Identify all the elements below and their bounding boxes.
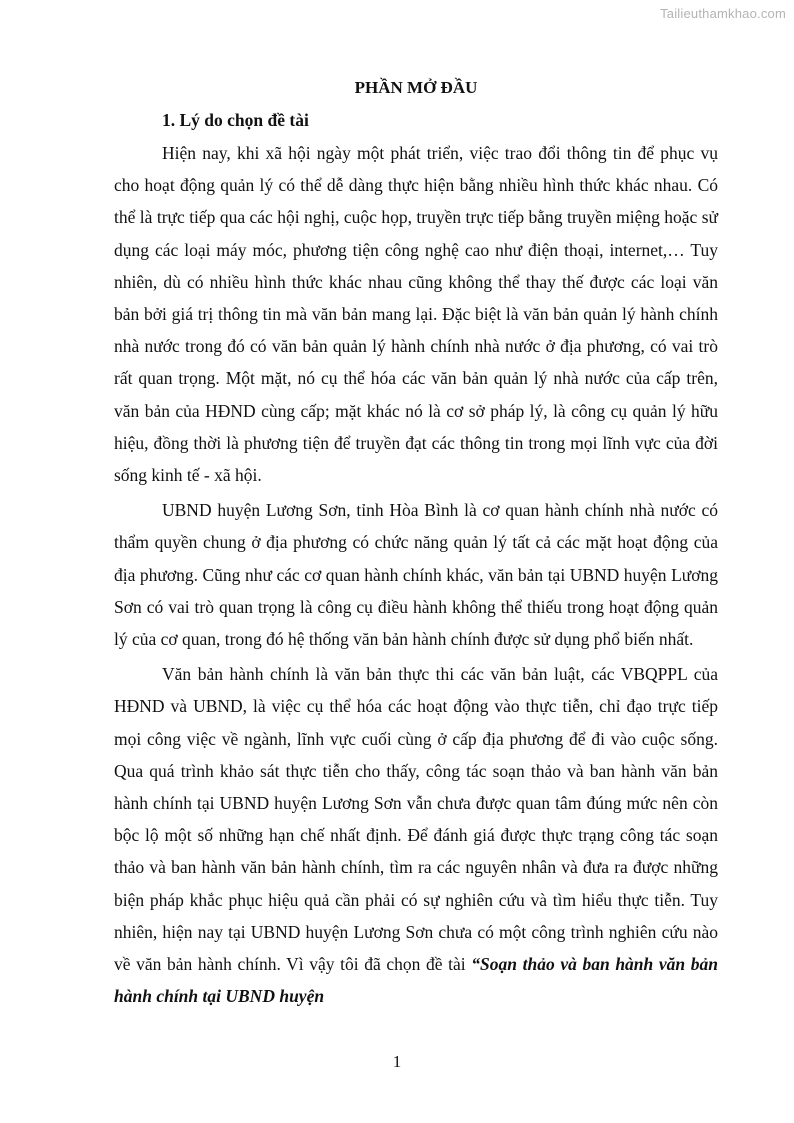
document-page bbox=[114, 74, 718, 1015]
paragraph-3 bbox=[114, 658, 718, 1012]
page-title: PHẦN MỞ ĐẦU bbox=[354, 78, 478, 97]
thesis-title-emphasis: “Soạn thảo và ban hành văn bản hành chính tại UBND huyện bbox=[114, 954, 718, 1007]
watermark: Tailieuthamkhao.com bbox=[660, 6, 786, 21]
paragraph-3-text: Văn bản hành chính là văn bản thực thi các văn bản luật, các VBQPPL của HĐND và UBND, là việc cụ thể hóa các hoạt động vào thực tiễn, chỉ đạo trực tiếp mọi công việc về ngành, lĩnh vực cuối cùng ở cấp địa phương để đi vào cuộc sống. Qua quá trình khảo sát thực tiễn cho thấy, công tác soạn thảo và ban hành văn bản hành chính tại UBND huyện Lương Sơn vẫn chưa được quan tâm đúng mức nên còn bộc lộ một số những hạn chế nhất định. Để đánh giá được thực trạng công tác soạn thảo và ban hành văn bản hành chính, tìm ra các nguyên nhân và đưa ra được những biện pháp khắc phục hiệu quả cần phải có sự nghiên cứu và tìm hiểu thực tiễn. Tuy nhiên, hiện nay tại UBND huyện Lương Sơn chưa có một công trình nghiên cứu nào về văn bản hành chính. Vì vậy tôi đã chọn đề tài bbox=[114, 664, 718, 975]
paragraph-1: Hiện nay, khi xã hội ngày một phát triển, việc trao đổi thông tin để phục vụ cho hoạt động quản lý có thể dễ dàng thực hiện bằng nhiều hình thức khác nhau. Có thể là trực tiếp qua các hội nghị, cuộc họp, truyền trực tiếp bằng truyền miệng hoặc sử dụng các loại máy móc, phương tiện công nghệ cao như điện thoại, internet,… Tuy nhiên, dù có nhiều hình thức khác nhau cũng không thể thay thế được các loại văn bản bởi giá trị thông tin mà văn bản mang lại. Đặc biệt là văn bản quản lý hành chính nhà nước trong đó có văn bản quản lý hành chính nhà nước ở địa phương, có vai trò rất quan trọng. Một mặt, nó cụ thể hóa các văn bản quản lý nhà nước của cấp trên, văn bản của HĐND cùng cấp; mặt khác nó là cơ sở pháp lý, là công cụ quản lý hữu hiệu, đồng thời là phương tiện để truyền đạt các thông tin trong mọi lĩnh vực của đời sống kinh tế - xã hội. bbox=[114, 143, 718, 486]
section-heading: 1. Lý do chọn đề tài bbox=[162, 110, 309, 130]
paragraph-2: UBND huyện Lương Sơn, tỉnh Hòa Bình là cơ quan hành chính nhà nước có thẩm quyền chung ở địa phương có chức năng quản lý tất cả các mặt hoạt động của địa phương. Cũng như các cơ quan hành chính khác, văn bản tại UBND huyện Lương Sơn có vai trò quan trọng là công cụ điều hành không thể thiếu trong hoạt động quản lý của cơ quan, trong đó hệ thống văn bản hành chính được sử dụng phổ biến nhất. bbox=[114, 500, 718, 650]
page-number: 1 bbox=[392, 1052, 402, 1071]
